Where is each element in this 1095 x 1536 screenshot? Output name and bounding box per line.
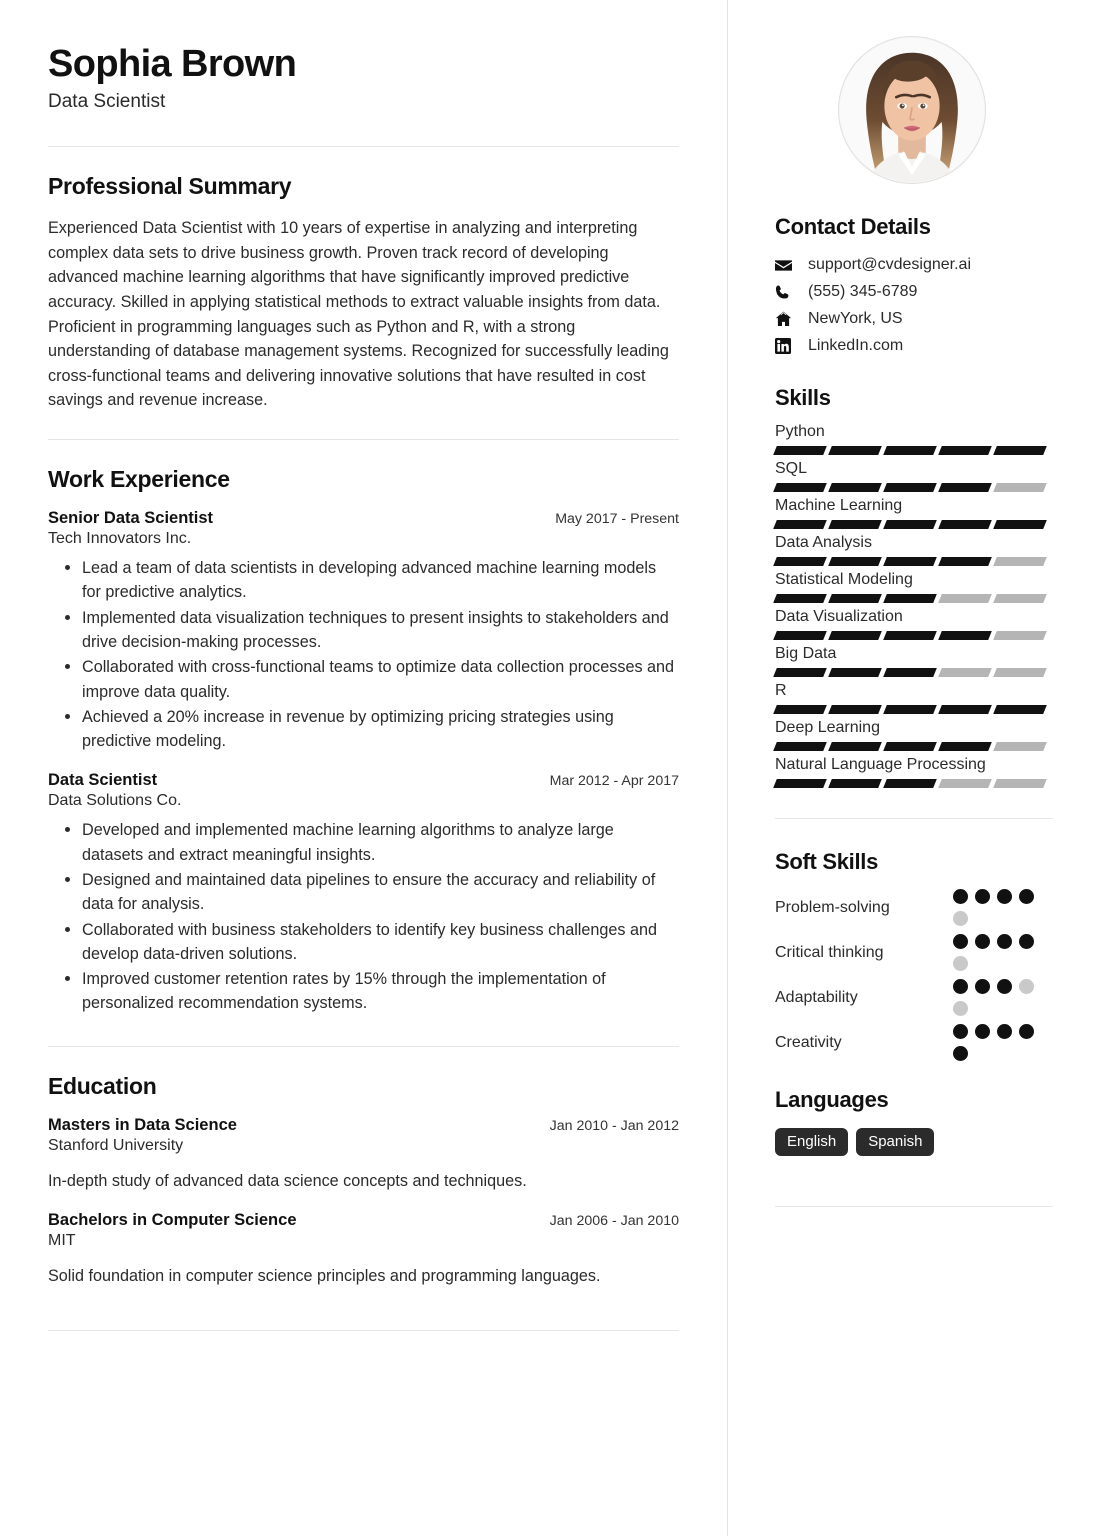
contact-list (775, 256, 1053, 355)
skill-row (775, 719, 1053, 751)
skill-segment (828, 779, 882, 788)
contact-row[interactable] (775, 283, 1053, 301)
skill-label: Machine Learning (775, 497, 903, 514)
skill-segment (773, 446, 827, 455)
skill-segment (828, 742, 882, 751)
skill-row (775, 460, 1053, 492)
skill-segment (828, 668, 882, 677)
skill-label: Statistical Modeling (775, 571, 913, 588)
section-title-skills: Skills (775, 385, 831, 410)
section-title-summary: Professional Summary (48, 173, 292, 200)
soft-skill-rating (953, 934, 1041, 971)
job-bullets (48, 818, 679, 1015)
section-title-education: Education (48, 1072, 157, 1099)
skill-segment (828, 446, 882, 455)
section-languages (775, 1087, 1053, 1156)
soft-skill-dot (953, 889, 968, 904)
skill-segment (883, 668, 937, 677)
skill-segment (828, 483, 882, 492)
skill-segment (773, 594, 827, 603)
avatar-wrap (775, 36, 1053, 184)
skill-row (775, 756, 1053, 788)
skill-segment (828, 594, 882, 603)
summary-text: Experienced Data Scientist with 10 years of expertise in analyzing and interpreting complex data sets to drive business growth. Proven track record of developing advanced machine learning algorithms that have significantly improved predictive accuracy. Skilled in applying statistical methods to extract valuable insights from data. Proficient in programming languages such as Python and R, with a strong understanding of database management systems. Recognized for successfully leading cross-functional teams and delivering innovative solutions that have resulted in cost savings and revenue increase. (48, 219, 669, 410)
contact-row[interactable] (775, 337, 1053, 355)
skill-segment (938, 557, 992, 566)
contact-value: LinkedIn.com (808, 337, 904, 354)
work-entry-list (48, 509, 679, 1016)
skill-segment (773, 705, 827, 714)
soft-skill-row (775, 889, 1053, 926)
skill-segment (828, 520, 882, 529)
section-title-languages: Languages (775, 1087, 889, 1112)
header-block (48, 44, 679, 113)
skill-segment (883, 705, 937, 714)
soft-skill-dot (975, 934, 990, 949)
sidebar-column (727, 0, 1095, 1536)
soft-skill-rating (953, 889, 1041, 926)
soft-skill-label: Critical thinking (775, 943, 884, 961)
soft-skill-dot (953, 1001, 968, 1016)
soft-skill-dot (997, 889, 1012, 904)
skill-row (775, 497, 1053, 529)
skill-level-bar (775, 594, 1045, 603)
skill-segment (883, 520, 937, 529)
skill-label: Big Data (775, 645, 837, 662)
skill-level-bar (775, 705, 1045, 714)
contact-row[interactable] (775, 256, 1053, 274)
degree-description: Solid foundation in computer science principles and programming languages. (48, 1267, 601, 1286)
skill-segment (773, 520, 827, 529)
skill-segment (773, 668, 827, 677)
skill-level-bar (775, 742, 1045, 751)
school-name: MIT (48, 1232, 76, 1250)
job-title: Data Scientist (48, 91, 166, 113)
job-date: Mar 2012 - Apr 2017 (549, 773, 679, 790)
home-icon (775, 311, 797, 327)
soft-skill-rating (953, 979, 1041, 1016)
skill-segment (828, 631, 882, 640)
skills-list (775, 423, 1053, 788)
skill-segment (883, 779, 937, 788)
soft-skill-dot (953, 956, 968, 971)
soft-skill-dot (1019, 889, 1034, 904)
job-company: Data Solutions Co. (48, 792, 182, 810)
section-education (48, 1047, 679, 1289)
work-entry (48, 509, 679, 753)
soft-skill-dot (953, 979, 968, 994)
section-professional-summary (48, 147, 679, 413)
entry-head (48, 509, 679, 528)
skill-segment (993, 520, 1047, 529)
job-company: Tech Innovators Inc. (48, 530, 192, 548)
skill-segment (938, 742, 992, 751)
linkedin-icon (775, 338, 797, 354)
school-name: Stanford University (48, 1136, 184, 1154)
soft-skill-dot (975, 1024, 990, 1039)
skill-segment (883, 594, 937, 603)
skill-segment (938, 483, 992, 492)
skill-segment (938, 668, 992, 677)
skill-label: Python (775, 423, 825, 440)
section-contact-details (775, 214, 1053, 355)
job-role: Senior Data Scientist (48, 509, 214, 528)
skill-segment (993, 483, 1047, 492)
skill-segment (883, 742, 937, 751)
skill-label: Deep Learning (775, 719, 880, 736)
soft-skill-dot (997, 1024, 1012, 1039)
degree-title: Bachelors in Computer Science (48, 1211, 297, 1230)
job-bullet: Lead a team of data scientists in developing advanced machine learning models for predictive analytics. (82, 556, 679, 605)
entry-head (48, 1211, 679, 1230)
skill-level-bar (775, 557, 1045, 566)
skill-segment (938, 520, 992, 529)
skill-segment (883, 446, 937, 455)
section-skills (775, 385, 1053, 788)
skill-segment (938, 631, 992, 640)
languages-divider (775, 1206, 1053, 1207)
entry-head (48, 771, 679, 790)
skill-level-bar (775, 668, 1045, 677)
contact-value: NewYork, US (808, 310, 903, 327)
skill-segment (993, 742, 1047, 751)
skill-segment (938, 594, 992, 603)
skill-level-bar (775, 779, 1045, 788)
soft-skill-dot (997, 979, 1012, 994)
skill-label: SQL (775, 460, 808, 477)
skill-label: Data Analysis (775, 534, 872, 551)
job-date: May 2017 - Present (555, 511, 679, 528)
skill-level-bar (775, 631, 1045, 640)
soft-skill-rating (953, 1024, 1041, 1061)
soft-skill-dot (953, 911, 968, 926)
skill-segment (773, 631, 827, 640)
skill-segment (828, 705, 882, 714)
section-soft-skills (775, 849, 1053, 1061)
language-chip: English (775, 1128, 848, 1156)
soft-skill-dot (1019, 1024, 1034, 1039)
skill-segment (883, 557, 937, 566)
degree-description: In-depth study of advanced data science concepts and techniques. (48, 1171, 527, 1190)
skill-label: Natural Language Processing (775, 756, 986, 773)
skill-row (775, 423, 1053, 455)
soft-skill-dot (997, 934, 1012, 949)
skill-segment (938, 705, 992, 714)
skill-segment (773, 483, 827, 492)
skill-segment (993, 705, 1047, 714)
degree-title: Masters in Data Science (48, 1115, 237, 1134)
page-title: Sophia Brown (48, 43, 297, 85)
skill-level-bar (775, 446, 1045, 455)
soft-skill-dot (975, 889, 990, 904)
job-bullet: Improved customer retention rates by 15% through the implementation of personalized recommendation systems. (82, 967, 679, 1016)
skill-segment (828, 557, 882, 566)
job-bullet: Achieved a 20% increase in revenue by optimizing pricing strategies using predictive modeling. (82, 705, 679, 754)
soft-skill-row (775, 1024, 1053, 1061)
contact-row[interactable] (775, 310, 1053, 328)
job-bullets (48, 556, 679, 753)
soft-skill-label: Creativity (775, 1033, 842, 1051)
soft-skill-dot (975, 979, 990, 994)
skill-segment (938, 779, 992, 788)
job-bullet: Designed and maintained data pipelines to ensure the accuracy and reliability of data for analysis. (82, 868, 679, 917)
skill-segment (993, 779, 1047, 788)
work-entry (48, 771, 679, 1015)
contact-value: (555) 345-6789 (808, 283, 918, 300)
skill-row (775, 571, 1053, 603)
section-title-contact: Contact Details (775, 214, 931, 239)
skill-segment (993, 668, 1047, 677)
skill-row (775, 645, 1053, 677)
skill-row (775, 608, 1053, 640)
entry-head (48, 1116, 679, 1135)
skill-segment (773, 557, 827, 566)
section-title-work: Work Experience (48, 466, 230, 493)
skill-segment (773, 779, 827, 788)
language-chip: Spanish (856, 1128, 934, 1156)
soft-skill-dot (953, 1046, 968, 1061)
skill-label: R (775, 682, 787, 699)
degree-date: Jan 2006 - Jan 2010 (549, 1213, 679, 1230)
contact-value: support@cvdesigner.ai (808, 256, 971, 273)
phone-icon (775, 284, 797, 301)
skill-row (775, 682, 1053, 714)
skill-segment (938, 446, 992, 455)
skill-segment (993, 594, 1047, 603)
avatar-photo (839, 37, 985, 183)
education-entry (48, 1211, 679, 1288)
soft-skill-row (775, 934, 1053, 971)
section-work-experience (48, 440, 679, 1016)
avatar (838, 36, 986, 184)
job-bullet: Implemented data visualization techniques to present insights to stakeholders and drive decision-making processes. (82, 606, 679, 655)
soft-skills-list (775, 889, 1053, 1061)
soft-skill-label: Adaptability (775, 988, 858, 1006)
skill-segment (993, 631, 1047, 640)
soft-skill-dot (1019, 934, 1034, 949)
education-divider (48, 1330, 679, 1331)
skill-label: Data Visualization (775, 608, 903, 625)
languages-list (775, 1128, 1053, 1156)
skill-segment (773, 742, 827, 751)
soft-skill-dot (1019, 979, 1034, 994)
soft-skill-row (775, 979, 1053, 1016)
soft-skill-dot (953, 1024, 968, 1039)
skill-segment (993, 446, 1047, 455)
skill-row (775, 534, 1053, 566)
section-title-soft-skills: Soft Skills (775, 849, 879, 874)
column-divider (727, 0, 728, 1536)
skill-segment (883, 483, 937, 492)
envelope-icon (775, 257, 797, 274)
degree-date: Jan 2010 - Jan 2012 (549, 1117, 679, 1134)
education-entry-list (48, 1116, 679, 1289)
skills-divider (775, 818, 1053, 819)
skill-level-bar (775, 483, 1045, 492)
soft-skill-dot (953, 934, 968, 949)
soft-skill-label: Problem-solving (775, 898, 890, 916)
skill-level-bar (775, 520, 1045, 529)
job-role: Data Scientist (48, 771, 158, 790)
job-bullet: Developed and implemented machine learning algorithms to analyze large datasets and extract meaningful insights. (82, 818, 679, 867)
job-bullet: Collaborated with business stakeholders to identify key business challenges and develop data-driven solutions. (82, 918, 679, 967)
skill-segment (883, 631, 937, 640)
job-bullet: Collaborated with cross-functional teams to optimize data collection processes and improve data quality. (82, 655, 679, 704)
education-entry (48, 1116, 679, 1193)
skill-segment (993, 557, 1047, 566)
